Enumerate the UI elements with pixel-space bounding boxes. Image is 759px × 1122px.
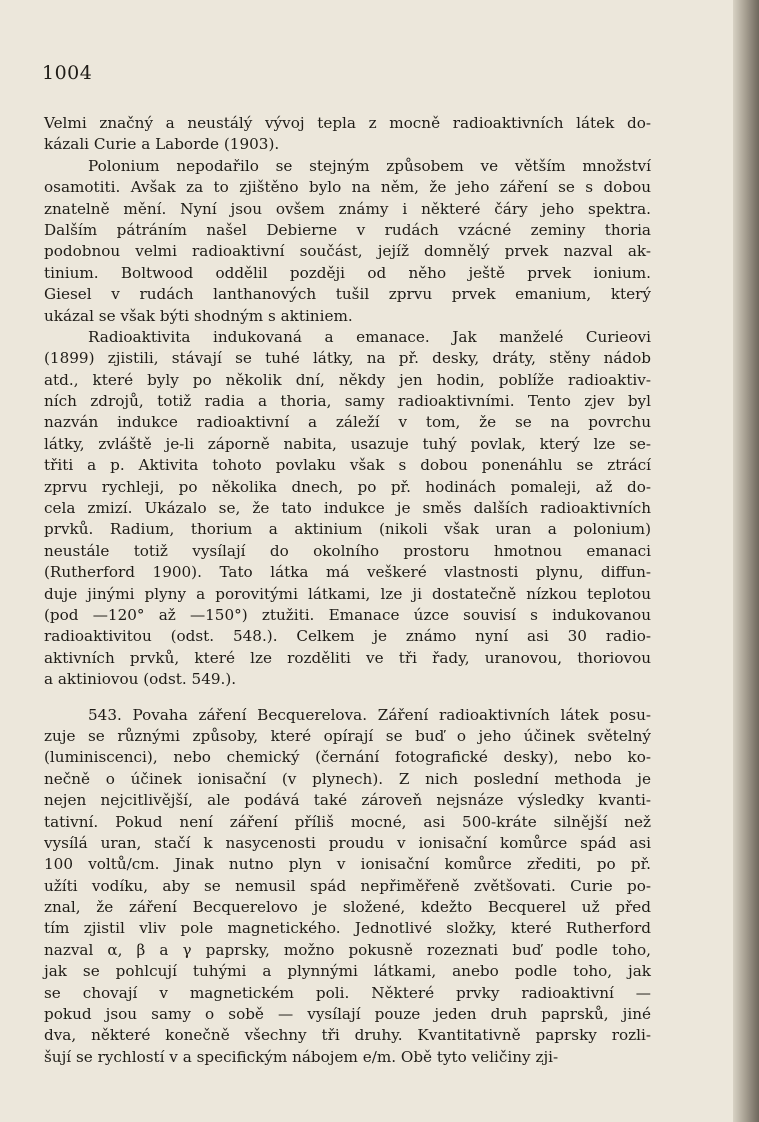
text-line: nazván indukce radioaktivní a záleží v tom, že se na povrchu: [44, 413, 651, 432]
text-line: třiti a p. Aktivita tohoto povlaku však s dobou ponenáhlu se ztrácí: [44, 456, 651, 475]
text-line: kázali Curie a Laborde (1903).: [44, 135, 280, 154]
text-line: Velmi značný a neustálý vývoj tepla z mocně radioaktivních látek do-: [44, 114, 651, 132]
text-line: cela zmizí. Ukázalo se, že tato indukce je směs dalších radioaktivních: [44, 499, 651, 518]
text-line: atd., které byly po několik dní, někdy jen hodin, poblíže radioaktiv-: [44, 370, 651, 389]
paragraph-polonium: [44, 156, 651, 327]
section-gap: [44, 691, 651, 705]
paragraph-induced-radioactivity: [44, 327, 651, 691]
text-line: prvků. Radium, thorium a aktinium (nikoli však uran a polonium): [44, 520, 651, 539]
page-body: [44, 113, 651, 1068]
text-line: duje jinými plyny a porovitými látkami, lze ji dostatečně nízkou teplotou: [44, 584, 651, 603]
text-line: Radioaktivita indukovaná a emanace. Jak manželé Curieovi: [88, 327, 651, 346]
text-line: Dalším pátráním našel Debierne v rudách vzácné zeminy thoria: [44, 220, 651, 239]
text-line: aktivních prvků, které lze rozděliti ve tři řady, uranovou, thoriovou: [44, 648, 651, 667]
text-line: zuje se různými způsoby, které opírají se buď o jeho účinek světelný: [44, 726, 651, 745]
page-edge-shadow: [733, 0, 759, 1122]
text-line: (pod —120° až —150°) ztužiti. Emanace úzce souvisí s indukovanou: [44, 605, 651, 624]
text-line: (luminiscenci), nebo chemický (černání fotografické desky), nebo ko-: [44, 748, 651, 767]
paragraph-curie-laborde: [44, 113, 651, 156]
text-line: zprvu rychleji, po několika dnech, po př. hodinách pomaleji, až do-: [44, 477, 651, 496]
text-line: užíti vodíku, aby se nemusil spád nepřiměřeně zvětšovati. Curie po-: [44, 876, 651, 895]
text-line: tinium. Boltwood oddělil později od něho ještě prvek ionium.: [44, 263, 651, 282]
text-line: a aktiniovou (odst. 549.).: [44, 670, 237, 689]
text-line: Polonium nepodařilo se stejným způsobem ve větším množství: [88, 156, 651, 175]
text-line: nazval α, β a γ paprsky, možno pokusně rozeznati buď podle toho,: [44, 940, 651, 959]
text-line: dva, některé konečně všechny tři druhy. Kvantitativně paprsky rozli-: [44, 1026, 651, 1045]
text-line: znatelně mění. Nyní jsou ovšem známy i některé čáry jeho spektra.: [44, 199, 651, 218]
text-line: neustále totiž vysílají do okolního prostoru hmotnou emanaci: [44, 541, 651, 560]
text-line: ních zdrojů, totiž radia a thoria, samy radioaktivními. Tento zjev byl: [44, 392, 651, 411]
text-line: nečně o účinek ionisační (v plynech). Z nich poslední methoda je: [44, 769, 651, 788]
page-number: 1004: [42, 62, 93, 84]
text-line: vysílá uran, stačí k nasycenosti proudu v ionisační komůrce spád asi: [44, 833, 651, 852]
text-line: jak se pohlcují tuhými a plynnými látkami, anebo podle toho, jak: [44, 962, 651, 981]
text-line: nejen nejcitlivější, ale podává také zároveň nejsnáze výsledky kvanti-: [44, 791, 651, 810]
text-line: (1899) zjistili, stávají se tuhé látky, na př. desky, dráty, stěny nádob: [44, 349, 651, 368]
text-line: pokud jsou samy o sobě — vysílají pouze jeden druh paprsků, jiné: [44, 1005, 651, 1024]
text-line: se chovají v magnetickém poli. Některé prvky radioaktivní —: [44, 983, 651, 1002]
text-line: radioaktivitou (odst. 548.). Celkem je známo nyní asi 30 radio-: [44, 627, 651, 646]
text-line: (Rutherford 1900). Tato látka má veškeré vlastnosti plynu, diffun-: [44, 563, 651, 582]
text-line: tím zjistil vliv pole magnetického. Jednotlivé složky, které Rutherford: [44, 919, 651, 938]
text-line: podobnou velmi radioaktivní součást, jejíž domnělý prvek nazval ak-: [44, 242, 651, 261]
text-line: šují se rychlostí v a specifickým nábojem e/m. Obě tyto veličiny zji-: [44, 1047, 559, 1066]
text-line: znal, že záření Becquerelovo je složené, kdežto Becquerel už před: [44, 898, 651, 917]
text-line: 100 voltů/cm. Jinak nutno plyn v ionisační komůrce zřediti, po př.: [44, 855, 651, 874]
text-line: látky, zvláště je-li záporně nabita, usazuje tuhý povlak, který lze se-: [44, 434, 651, 453]
text-line: ukázal se však býti shodným s aktiniem.: [44, 306, 353, 325]
section-543-becquerel-radiation: [44, 705, 651, 1069]
text-line: 543. Povaha záření Becquerelova. Záření radioaktivních látek posu-: [88, 705, 651, 724]
text-line: Giesel v rudách lanthanových tušil zprvu prvek emanium, který: [44, 285, 651, 304]
text-line: osamotiti. Avšak za to zjištěno bylo na něm, že jeho záření se s dobou: [44, 178, 651, 197]
text-line: tativní. Pokud není záření příliš mocné, asi 500-kráte silnější než: [44, 812, 651, 831]
